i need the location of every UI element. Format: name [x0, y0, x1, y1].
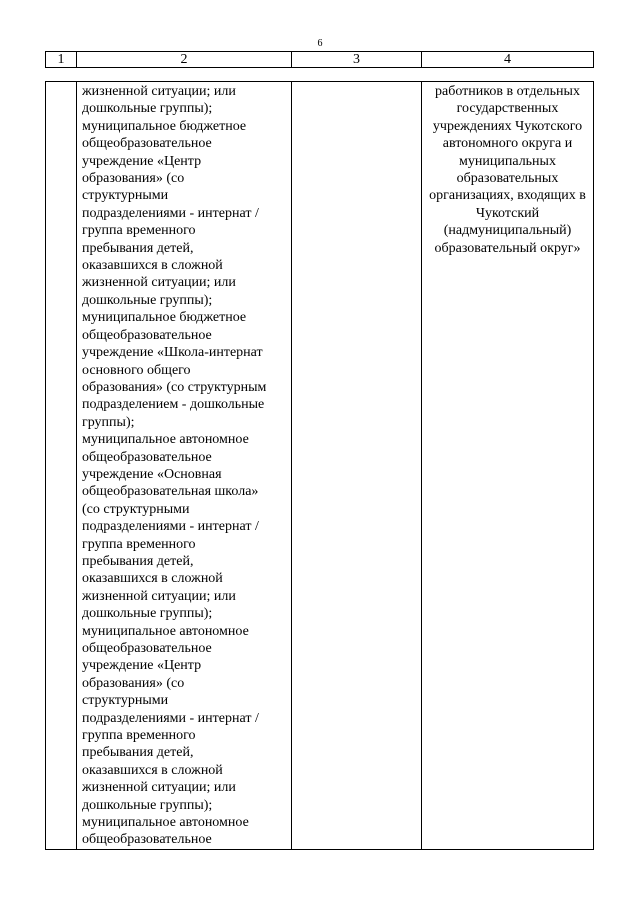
text-line: структурными [82, 188, 169, 204]
header-row [46, 52, 594, 68]
text-line: (со структурными [82, 501, 190, 517]
text-line: муниципальное автономное [82, 432, 249, 448]
text-line: подразделениями - интернат / [82, 519, 259, 535]
text-line: муниципальное автономное [82, 623, 249, 639]
program-description-text [422, 82, 593, 257]
text-line: пребывания детей, [82, 553, 194, 569]
table-body [45, 81, 594, 850]
text-line: дошкольные группы); [82, 797, 213, 813]
text-line: автономного округа и [442, 136, 573, 152]
text-line: муниципальных [459, 153, 556, 169]
text-line: жизненной ситуации; или [82, 84, 236, 99]
text-line: организациях, входящих в [429, 188, 586, 204]
text-line: оказавшихся в сложной [82, 258, 223, 274]
text-line: учреждение «Центр [82, 153, 202, 169]
text-line: жизненной ситуации; или [82, 780, 236, 796]
text-line: жизненной ситуации; или [82, 588, 236, 604]
header-col-1: 1 [46, 52, 77, 68]
text-line: дошкольные группы); [82, 101, 213, 117]
text-line: государственных [456, 101, 559, 117]
text-line: пребывания детей, [82, 240, 194, 256]
text-line: учреждение «Центр [82, 658, 202, 674]
header-col-2: 2 [77, 52, 292, 68]
cell-col-2 [77, 82, 292, 850]
text-line: учреждениях Чукотского [432, 118, 583, 134]
text-line: (надмуниципальный) [443, 223, 572, 239]
text-line: дошкольные группы); [82, 292, 213, 308]
text-line: образовательных [456, 171, 559, 187]
text-line: жизненной ситуации; или [82, 275, 236, 291]
text-line: общеобразовательное [82, 641, 212, 656]
text-line: образования» (со [82, 675, 185, 691]
table-row [46, 82, 594, 850]
text-line: структурными [82, 693, 169, 709]
cell-col-4 [422, 82, 594, 850]
text-line: учреждение «Основная [82, 466, 222, 482]
text-line: общеобразовательное [82, 832, 212, 848]
text-line: группа временного [82, 223, 196, 239]
text-line: работников в отдельных [435, 84, 580, 99]
text-line: образования» (со [82, 171, 185, 187]
cell-col-1 [46, 82, 77, 850]
text-line: группы); [82, 414, 135, 430]
cell-col-3 [292, 82, 422, 850]
text-line: общеобразовательное [82, 136, 212, 152]
text-line: подразделениями - интернат / [82, 710, 259, 726]
text-line: оказавшихся в сложной [82, 762, 223, 778]
text-line: муниципальное бюджетное [82, 118, 247, 134]
text-line: муниципальное бюджетное [82, 310, 247, 326]
page-number: 6 [317, 38, 323, 49]
header-col-4: 4 [422, 52, 594, 68]
text-line: общеобразовательное [82, 327, 212, 343]
institutions-list-text [77, 82, 291, 849]
text-line: группа временного [82, 536, 196, 552]
text-line: образовательный округ» [434, 240, 581, 256]
table-header [45, 51, 594, 68]
text-line: оказавшихся в сложной [82, 571, 223, 587]
text-line: основного общего [82, 362, 191, 378]
text-line: учреждение «Школа-интернат [82, 345, 263, 361]
text-line: образования» (со структурным [82, 379, 267, 395]
header-col-3: 3 [292, 52, 422, 68]
text-line: подразделениями - интернат / [82, 205, 259, 221]
text-line: группа временного [82, 728, 196, 744]
text-line: общеобразовательная школа» [82, 484, 259, 500]
text-line: общеобразовательное [82, 449, 212, 465]
text-line: дошкольные группы); [82, 606, 213, 622]
text-line: муниципальное автономное [82, 815, 249, 831]
text-line: пребывания детей, [82, 745, 194, 761]
text-line: подразделением - дошкольные [82, 397, 265, 413]
text-line: Чукотский [475, 205, 540, 221]
